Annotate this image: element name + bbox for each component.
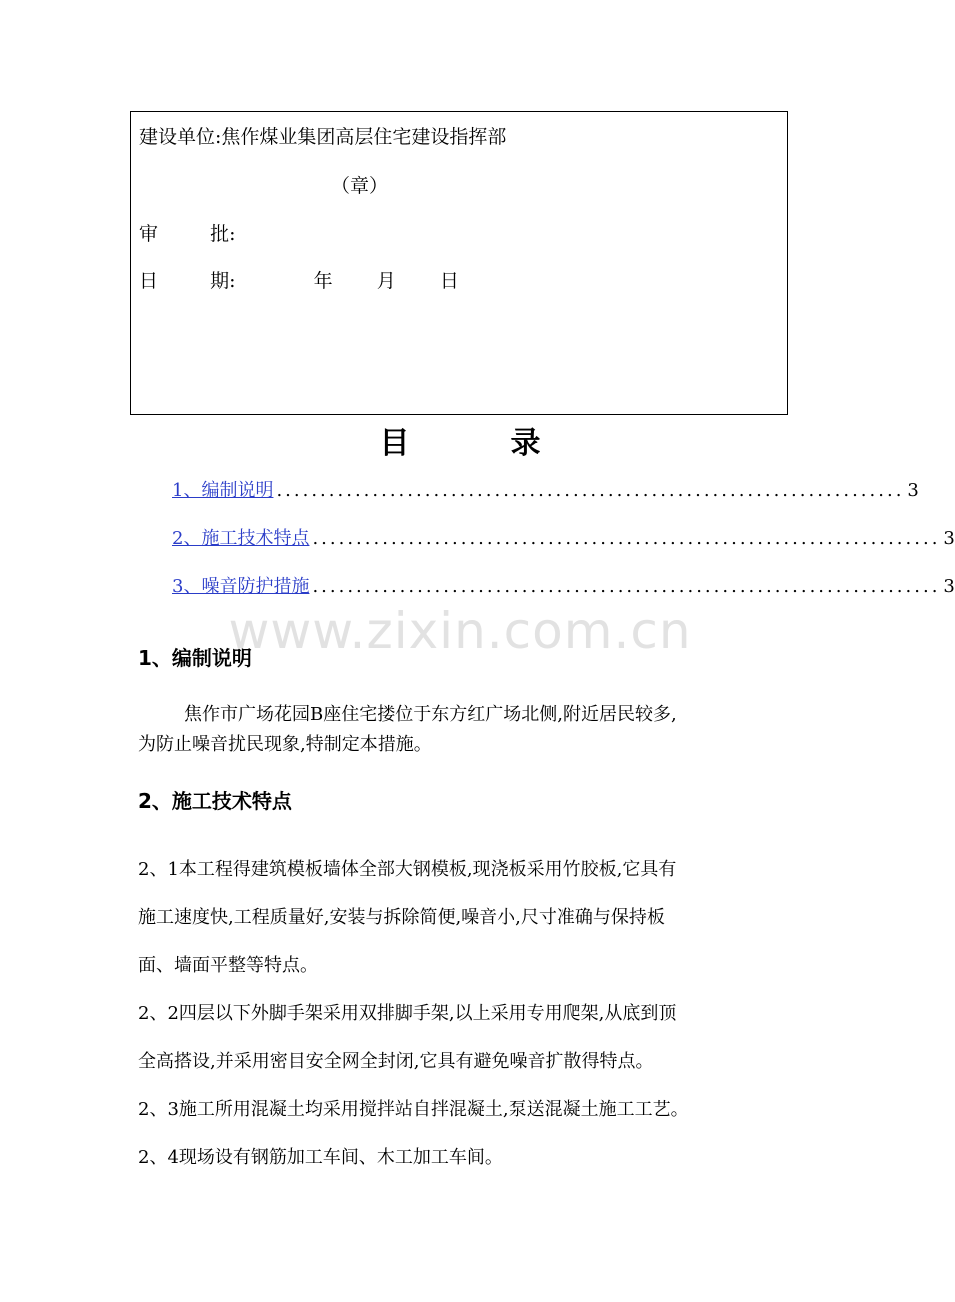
section-1-line-1: 焦作市广场花园B座住宅搂位于东方红广场北侧,附近居民较多, — [184, 704, 677, 725]
approve-label — [139, 222, 236, 246]
approve-label-char-1: 审 — [139, 223, 159, 245]
year-label: 年 — [313, 270, 333, 292]
section-2-line: 2、4现场设有钢筋加工车间、木工加工车间。 — [138, 1147, 503, 1168]
date-line — [139, 269, 459, 293]
toc-title-char-2: 录 — [510, 426, 541, 461]
section-2-line: 2、3施工所用混凝土均采用搅拌站自拌混凝土,泵送混凝土施工工艺。 — [138, 1099, 689, 1120]
approval-box — [130, 111, 788, 415]
section-2-line: 面、墙面平整等特点。 — [138, 955, 318, 976]
section-2-line: 全高搭设,并采用密目安全网全封闭,它具有避免噪音扩散得特点。 — [138, 1051, 654, 1072]
section-1-line-2: 为防止噪音扰民现象,特制定本措施。 — [138, 734, 432, 755]
toc-item — [172, 479, 919, 503]
toc-link-1[interactable]: 1、编制说明 — [172, 480, 274, 501]
month-label: 月 — [376, 270, 396, 292]
section-2-line: 2、1本工程得建筑模板墙体全部大钢模板,现浇板采用竹胶板,它具有 — [138, 859, 677, 880]
toc-page-number: 3 — [943, 576, 955, 597]
date-label-char-2: 期: — [210, 270, 236, 292]
section-2-line: 施工速度快,工程质量好,安装与拆除简便,噪音小,尺寸准确与保持板 — [138, 907, 665, 928]
toc-dot-leader: ........................................................................ — [276, 480, 905, 501]
toc-item — [172, 527, 955, 551]
section-2-line: 2、2四层以下外脚手架采用双排脚手架,以上采用专用爬架,从底到顶 — [138, 1003, 677, 1024]
toc-page-number: 3 — [907, 480, 919, 501]
date-label-char-1: 日 — [139, 270, 159, 292]
section-2-heading: 2、施工技术特点 — [138, 789, 292, 813]
watermark-text: www.zixin.com.cn — [228, 602, 692, 660]
construction-unit-text: 建设单位:焦作煤业集团高层住宅建设指挥部 — [139, 126, 507, 148]
toc-page-number: 3 — [943, 528, 955, 549]
toc-dot-leader: ........................................................................ — [312, 528, 941, 549]
day-label: 日 — [439, 270, 459, 292]
toc-link-3[interactable]: 3、噪音防护措施 — [172, 576, 310, 597]
toc-title — [0, 424, 920, 464]
toc-link-2[interactable]: 2、施工技术特点 — [172, 528, 310, 549]
seal-text: （章） — [331, 175, 389, 197]
approve-label-char-2: 批: — [210, 223, 236, 245]
toc-dot-leader: ........................................................................ — [312, 576, 941, 597]
toc-title-char-1: 目 — [379, 426, 410, 461]
section-1-heading: 1、编制说明 — [138, 646, 252, 670]
toc-item — [172, 575, 955, 599]
